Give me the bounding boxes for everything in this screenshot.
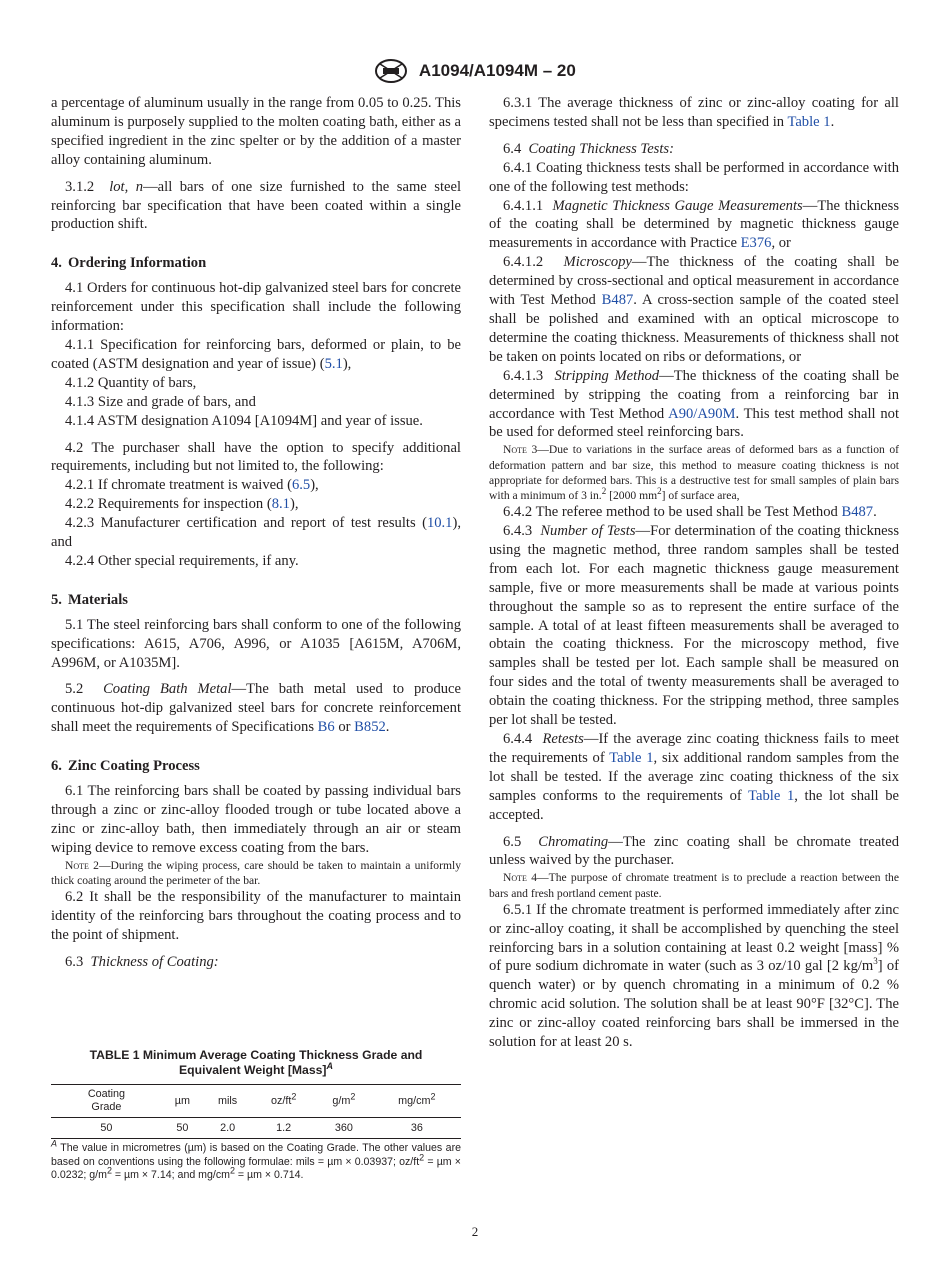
note-label: Note 3 [503, 443, 538, 457]
paragraph-6-4-3 [489, 522, 899, 730]
paragraph-4-1: 4.1 Orders for continuous hot-dip galvanized steel bars for concrete reinforcement under this specification shall include the following information: [51, 280, 461, 335]
section-number: 5.2 [65, 681, 84, 698]
note-text: —Due to variations in the surface areas of deformed bars as a function of deformation pattern and bar size, this method to measure coating thickness is not appropriate for deformed bars. This is a destructive test for small samples of plain bars with a minimum of 3 in. [489, 443, 900, 502]
left-column [51, 94, 461, 972]
section-number: 6.4.1.3 [503, 367, 544, 384]
text: ), [289, 496, 299, 513]
cell-g-m2: 360 [315, 1118, 373, 1139]
section-heading-4 [51, 254, 461, 273]
link-10-1[interactable]: 10.1 [426, 515, 453, 532]
paragraph-5-2 [51, 680, 461, 737]
link-8-1[interactable]: 8.1 [271, 496, 290, 513]
paragraph-6-5 [489, 833, 899, 871]
footnote-text: = µm × 0.0232; g/m [51, 1155, 461, 1182]
section-number: 6.4.1.1 [503, 197, 544, 214]
term: lot, n [109, 178, 144, 195]
text: . A cross-section sample of the coated steel shall be polished and examined with an optical microscope to determine the coating thickness. Measurements of thickness shall not be taken on points located on ribs or deformations, or [489, 292, 899, 365]
paragraph-6-1: 6.1 The reinforcing bars shall be coated by passing individual bars through a zinc or zinc-alloy flooded trough or tube located above a zinc or zinc-alloy bath, then immediately through an air or steam wiping device to remove excess coating from the bars. [51, 783, 461, 856]
table-title-footnote-mark: A [326, 1060, 333, 1071]
header-text: g/m [332, 1094, 351, 1107]
cell-oz-ft2: 1.2 [252, 1118, 315, 1139]
note-label: Note 4 [503, 871, 538, 885]
term: Microscopy [563, 254, 632, 271]
paragraph-5-1: 5.1 The steel reinforcing bars shall conform to one of the following specifications: A615, A706, A996, or A1035 [A615M, A706M, A996M, or A1035M]. [51, 616, 461, 671]
paragraph-6-4-1: 6.4.1 Coating thickness tests shall be performed in accordance with one of the following test methods: [489, 159, 899, 195]
text: 4.2.2 Requirements for inspection ( [65, 496, 272, 513]
term: Coating Bath Metal [103, 681, 232, 698]
section-title: Ordering Information [67, 255, 207, 272]
text-sup: 3 [873, 956, 878, 967]
note-3 [489, 442, 899, 503]
link-a90-a90m[interactable]: A90/A90M [668, 405, 736, 422]
document-designation: A1094/A1094M – 20 [418, 61, 576, 80]
page-number: 2 [471, 1224, 479, 1239]
header-text: Coating Grade [87, 1088, 126, 1113]
paragraph-4-1-3: 4.1.3 Size and grade of bars, and [65, 393, 256, 410]
note-2 [51, 858, 461, 888]
footnote-text: = µm × 0.714. [234, 1169, 304, 1182]
section-number: 5. [51, 591, 62, 608]
link-table-1[interactable]: Table 1 [787, 113, 831, 130]
table-footnote [51, 1138, 461, 1183]
header-text: µm [174, 1094, 190, 1107]
cell-mils: 2.0 [203, 1118, 252, 1139]
note-text: ] of surface area, [661, 488, 740, 502]
section-number: 6.4 [503, 140, 522, 157]
paragraph-6-2: 6.2 It shall be the responsibility of the manufacturer to maintain identity of the reinforcing bars throughout the coating process and to the point of shipment. [51, 889, 461, 943]
section-number: 6.4.4 [503, 731, 533, 747]
note-sup: 2 [657, 486, 662, 497]
section-number: 6. [51, 758, 62, 775]
text: 6.5.1 If the chromate treatment is performed immediately after zinc or zinc-alloy coating, it shall be accomplished by quenching the steel reinforcing bars in a solution containing at least 0.2 weight [mass] % of pure sodium dichromate in water (such as 3 oz/10 gal [2 kg/m [489, 901, 899, 975]
paragraph-4-1-4: 4.1.4 ASTM designation A1094 [A1094M] and year of issue. [65, 412, 423, 429]
text: —The thickness of the coating shall be determined by cross-sectional and optical measurement in accordance with Test Method [489, 254, 899, 309]
section-heading-6 [51, 757, 461, 776]
text: ), [310, 477, 319, 494]
paragraph-4-1-2: 4.1.2 Quantity of bars, [65, 374, 197, 391]
paragraph-6-5-1 [489, 901, 899, 1052]
note-text: [2000 mm [606, 488, 658, 502]
term-definition: —all bars of one size furnished to the same steel reinforcing bar specification that have been coated within a single production shift. [51, 178, 462, 233]
text: , or [771, 235, 791, 252]
link-6-5[interactable]: 6.5 [291, 477, 311, 494]
paragraph-4-2-4: 4.2.4 Other special requirements, if any. [65, 552, 299, 569]
section-number: 3.1.2 [65, 178, 95, 195]
term: Thickness of Coating: [90, 953, 219, 970]
column-header-mg-cm2 [373, 1085, 461, 1118]
page-header [0, 58, 950, 84]
text: . [385, 719, 390, 736]
text: —If the average zinc coating thickness fails to meet the requirements of [489, 731, 899, 766]
paragraph-6-4 [489, 140, 899, 159]
table-row [51, 1118, 461, 1139]
section-number: 4. [51, 255, 62, 272]
cell-coating-grade: 50 [51, 1118, 162, 1139]
link-5-1[interactable]: 5.1 [324, 355, 343, 372]
paragraph-4-1-1 [51, 336, 461, 374]
section-number: 6.3 [65, 953, 84, 970]
header-text: mils [217, 1094, 238, 1107]
text: ] of quench water) or by quench chromating in a minimum of 0.2 % chromic acid solution. The solution shall be at least 90°F [32°C]. The zinc or zinc-alloy coated reinforcing bars shall be immersed in the solution for at least 20 s. [489, 958, 899, 1051]
footnote-text: The value in micrometres (µm) is based on the Coating Grade. The other values are based on conventions using the following formulae: mils = µm × 0.03937; oz/ft [51, 1142, 461, 1168]
note-sup: 2 [601, 486, 607, 497]
table-title [51, 1048, 461, 1078]
header-sup: 2 [350, 1090, 356, 1101]
link-b6[interactable]: B6 [317, 719, 335, 736]
text: 4.1.1 Specification for reinforcing bars, deformed or plain, to be coated (ASTM designation and year of issue) ( [51, 336, 461, 372]
note-4 [489, 870, 899, 900]
paragraph-6-4-2 [489, 503, 899, 522]
footnote-text: = µm × 7.14; and mg/cm [111, 1169, 230, 1182]
text: . [830, 113, 835, 130]
link-b487-referee[interactable]: B487 [841, 504, 874, 521]
table-title-line2: Equivalent Weight [Mass] [179, 1063, 327, 1077]
term: Retests [542, 731, 584, 747]
text: , six additional random samples from the lot shall be tested. If the average zinc coating thickness of the six samples conforms to the requirements of [489, 749, 899, 804]
text: —The thickness of the coating shall be determined by stripping the coating from a reinforcing bar in accordance with Test Method [489, 367, 900, 422]
paragraph-3-1-2 [51, 178, 461, 235]
term: Coating Thickness Tests: [528, 140, 674, 157]
table-header-row [51, 1085, 461, 1118]
cell-um: 50 [162, 1118, 203, 1139]
term: Stripping Method [554, 367, 660, 384]
table-1 [51, 1048, 461, 1183]
paragraph-6-4-1-2 [489, 253, 899, 366]
link-table-1-accept[interactable]: Table 1 [748, 787, 795, 804]
table-title-line1: TABLE 1 Minimum Average Coating Thickness Grade and [89, 1048, 423, 1062]
header-text: mg/cm [398, 1094, 431, 1107]
footnote-sup: 2 [419, 1152, 425, 1163]
paragraph-6-3-1 [489, 94, 899, 132]
term: Chromating [538, 833, 609, 850]
right-column [489, 94, 899, 1052]
text: —The thickness of the coating shall be determined by magnetic thickness gauge measurements in accordance with Practice [489, 197, 899, 252]
text: or [334, 719, 355, 736]
astm-logo-icon [374, 58, 408, 84]
footnote-sup: 2 [106, 1165, 112, 1176]
section-title: Zinc Coating Process [67, 758, 200, 775]
column-header-um [162, 1085, 203, 1118]
paragraph-4-2: 4.2 The purchaser shall have the option to specify additional requirements, including but not limited to, the following: [51, 439, 461, 475]
section-title: Materials [67, 591, 128, 608]
section-number: 6.4.1.2 [503, 254, 544, 271]
text: 6.3.1 The average thickness of zinc or zinc-alloy coating for all specimens tested shall not be less than specified in [489, 95, 899, 130]
term: Number of Tests [540, 523, 636, 540]
text: . This test method shall not be used for deformed steel reinforcing bars. [489, 405, 900, 441]
paragraph-4-2-3 [51, 514, 461, 552]
note-label: Note 2 [65, 858, 99, 872]
text: —For determination of the coating thickness using the magnetic method, three random samples shall be tested from each lot. For each magnetic thickness gauge measurement sample, five or more measurements shall be made at various points throughout the sample so as to represent the entire surface of the sample. A total of at least fifteen measurements shall be averaged to obtain the coating thickness. For the microscopy method, five samples shall be tested per lot. Each sample shall be measured on four sides and the total of twenty measurements shall be averaged to obtain the coating thickness. For the stripping method, three samples per lot shall be tested. [489, 523, 900, 729]
link-table-1-retest[interactable]: Table 1 [609, 749, 654, 766]
term: Magnetic Thickness Gauge Measurements [552, 197, 803, 214]
column-header-oz-ft2 [252, 1085, 315, 1118]
paragraph-continuation: a percentage of aluminum usually in the range from 0.05 to 0.25. This aluminum is purposely supplied to the molten coating bath, either as a specified ingredient in the zinc spelter or by the addition of a master alloy containing aluminum. [51, 95, 461, 168]
paragraph-6-4-1-1 [489, 197, 899, 254]
paragraph-6-4-1-3 [489, 367, 899, 443]
header-sup: 2 [430, 1090, 436, 1101]
link-e376[interactable]: E376 [740, 235, 772, 252]
paragraph-4-2-1 [51, 476, 461, 495]
section-heading-5 [51, 591, 461, 610]
text: . [873, 504, 877, 521]
text: 4.2.3 Manufacturer certification and report of test results ( [65, 515, 427, 532]
paragraph-6-3 [51, 953, 461, 972]
header-sup: 2 [291, 1090, 297, 1101]
text: —The zinc coating shall be chromate treated unless waived by the purchaser. [489, 833, 899, 869]
column-header-coating-grade [51, 1085, 162, 1118]
paragraph-6-4-4 [489, 730, 899, 825]
text: 6.4.2 The referee method to be used shall be Test Method [503, 504, 842, 521]
text: ), [342, 355, 352, 372]
paragraph-4-2-2 [51, 495, 461, 514]
text: , the lot shall be accepted. [489, 787, 899, 823]
section-number: 6.5 [503, 833, 522, 850]
link-b487[interactable]: B487 [601, 292, 634, 309]
column-header-mils [203, 1085, 252, 1118]
coating-table [51, 1084, 461, 1139]
section-number: 6.4.3 [503, 523, 533, 540]
header-text: oz/ft [270, 1094, 292, 1107]
text: —The bath metal used to produce continuous hot-dip galvanized steel bars for concrete reinforcement shall meet the requirements of Specifications [51, 681, 462, 736]
text: ), and [51, 515, 461, 551]
note-text: —During the wiping process, care should be taken to maintain a uniformly thick coating around the perimeter of the bar. [51, 858, 462, 887]
column-header-g-m2 [315, 1085, 373, 1118]
footnote-sup: 2 [229, 1165, 235, 1176]
link-b852[interactable]: B852 [354, 719, 386, 736]
footnote-mark: A [51, 1138, 58, 1149]
cell-mg-cm2: 36 [373, 1118, 461, 1139]
text: 4.2.1 If chromate treatment is waived ( [65, 477, 292, 494]
note-text: —The purpose of chromate treatment is to preclude a reaction between the bars and fresh portland cement paste. [489, 871, 900, 900]
